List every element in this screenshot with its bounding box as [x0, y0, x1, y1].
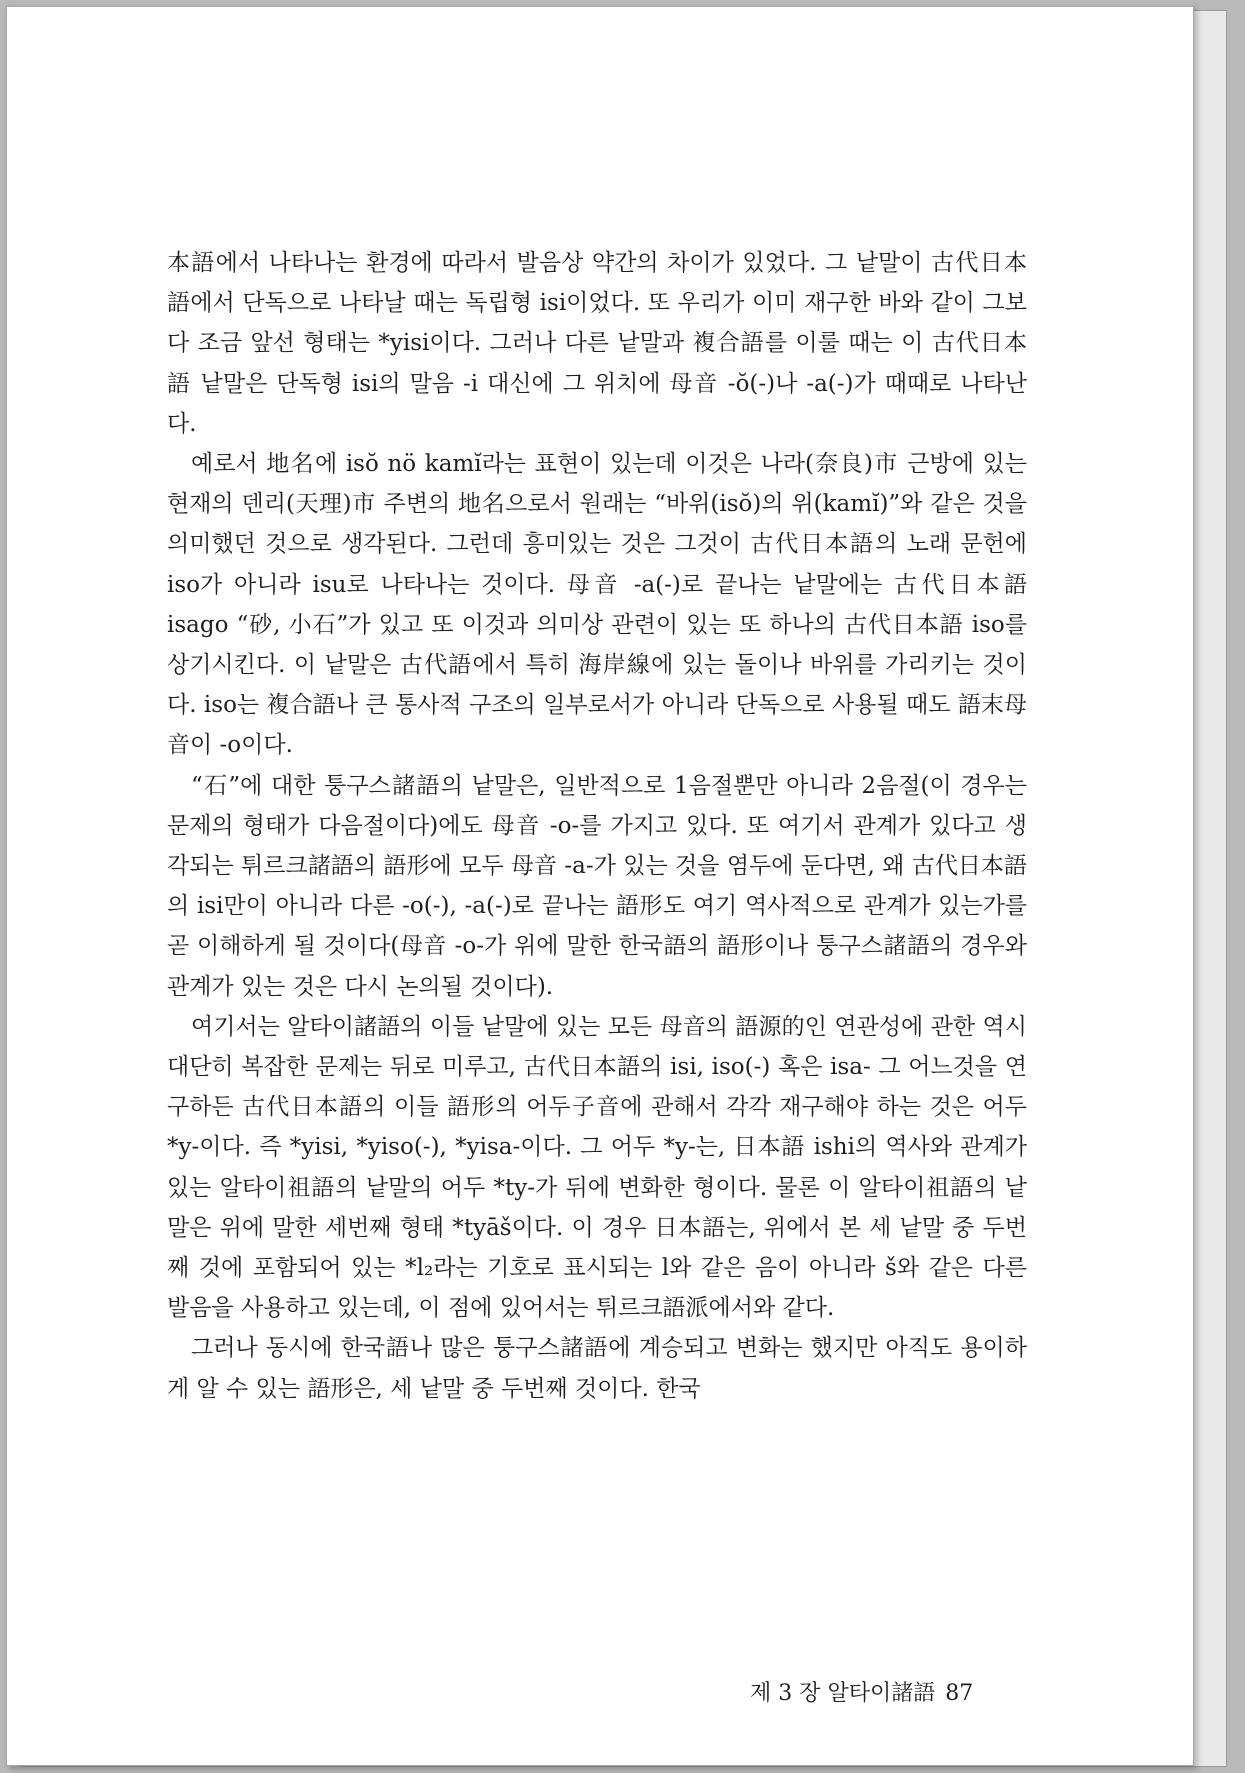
paragraph-5: 그러나 동시에 한국語나 많은 퉁구스諸語에 계승되고 변화는 했지만 아직도 용이하게 알 수 있는 語形은, 세 낱말 중 두번째 것이다. 한국 [167, 1335, 1027, 1402]
paragraph-1: 本語에서 나타나는 환경에 따라서 발음상 약간의 차이가 있었다. 그 낱말이 古代日本語에서 단독으로 나타날 때는 독립형 isi이었다. 또 우리가 이미 재구한 바와 같이 그보다 조금 앞선 형태는 *yisi이다. 그러나 다른 낱말과 複合語를 이룰 때는 이 古代日本語 낱말은 단독형 isi의 말음 -i 대신에 그 위치에 母音 -ŏ(-)나 -a(-)가 때때로 나타난다. [167, 250, 1027, 437]
paragraph-3: “石”에 대한 퉁구스諸語의 낱말은, 일반적으로 1음절뿐만 아니라 2음절(이 경우는 문제의 형태가 다음절이다)에도 母音 -o-를 가지고 있다. 또 여기서 관계가 있다고 생각되는 튀르크諸語의 語形에 모두 母音 -a-가 있는 것을 염두에 둔다면, 왜 古代日本語의 isi만이 아니라 다른 -o(-), -a(-)로 끝나는 語形도 여기 역사적으로 관계가 있는가를 곧 이해하게 될 것이다(母音 -o-가 위에 말한 한국語의 語形이나 퉁구스諸語의 경우와 관계가 있는 것은 다시 논의될 것이다). [167, 772, 1027, 1000]
page-number: 87 [945, 1681, 974, 1706]
book-page [6, 6, 1194, 1766]
chapter-title: 제 3 장 알타이諸語 [750, 1681, 936, 1706]
paragraph-4: 여기서는 알타이諸語의 이들 낱말에 있는 모든 母音의 語源的인 연관성에 관한 역시 대단히 복잡한 문제는 뒤로 미루고, 古代日本語의 isi, iso(-) 혹은 isa- 그 어느것을 연구하든 古代日本語의 이들 語形의 어두子音에 관해서 각각 재구해야 하는 것은 어두 *y-이다. 즉 *yisi, *yiso(-), *yisa-이다. 그 어두 *y-는, 日本語 ishi의 역사와 관계가 있는 알타이祖語의 낱말의 어두 *ty-가 뒤에 변화한 형이다. 물론 이 알타이祖語의 낱말은 위에 말한 세번째 형태 *tyāš이다. 이 경우 日本語는, 위에서 본 세 낱말 중 두번째 것에 포함되어 있는 *l₂라는 기호로 표시되는 l와 같은 음이 아니라 š와 같은 다른 발음을 사용하고 있는데, 이 점에 있어서는 튀르크語派에서와 같다. [167, 1013, 1027, 1322]
body-text [167, 243, 1027, 1409]
page-footer [750, 1676, 973, 1707]
paragraph-2: 예로서 地名에 isŏ nö kamĭ라는 표현이 있는데 이것은 나라(奈良)市 근방에 있는 현재의 덴리(天理)市 주변의 地名으로서 원래는 “바위(isŏ)의 위(kamĭ)”와 같은 것을 의미했던 것으로 생각된다. 그런데 흥미있는 것은 그것이 古代日本語의 노래 문헌에 iso가 아니라 isu로 나타나는 것이다. 母音 -a(-)로 끝나는 낱말에는 古代日本語 isago “砂, 小石”가 있고 또 이것과 의미상 관련이 있는 또 하나의 古代日本語 iso를 상기시킨다. 이 낱말은 古代語에서 특히 海岸線에 있는 돌이나 바위를 가리키는 것이다. iso는 複合語나 큰 통사적 구조의 일부로서가 아니라 단독으로 사용될 때도 語末母音이 -o이다. [167, 451, 1027, 759]
